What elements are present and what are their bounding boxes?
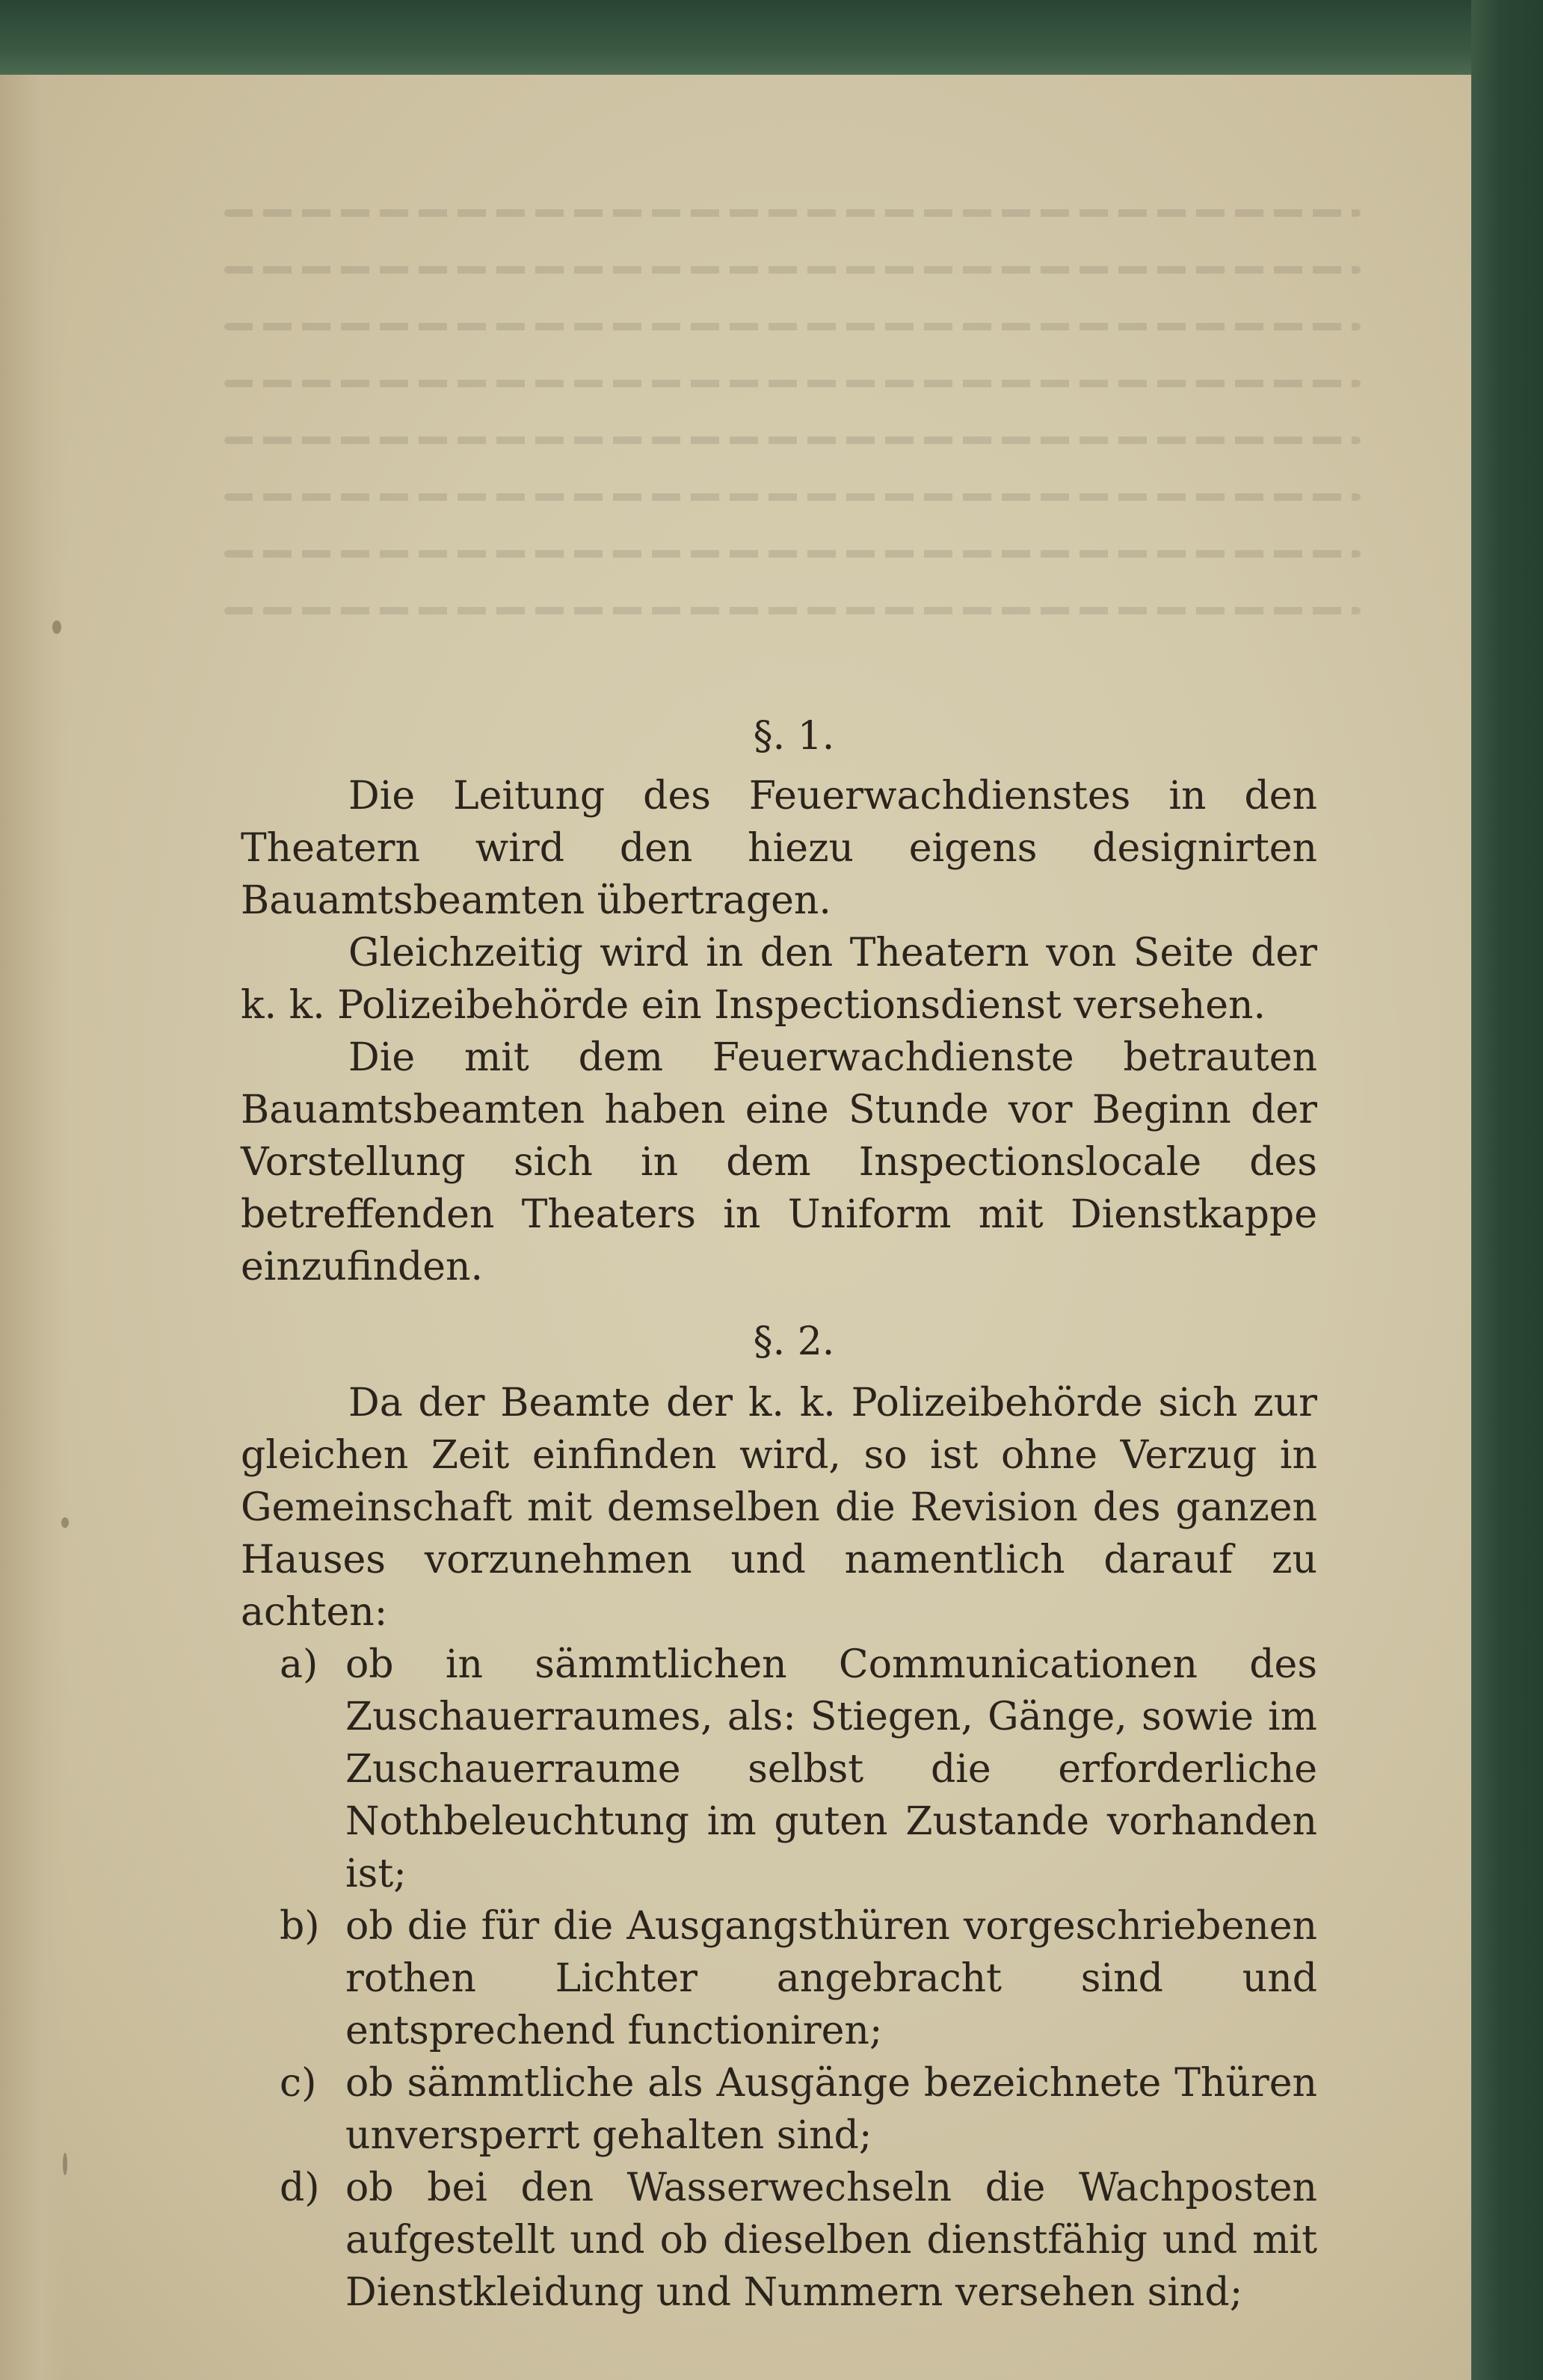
book-cover-edge (1471, 0, 1543, 2380)
bleed-through-ghost-text (224, 209, 1361, 673)
list-item (241, 1638, 1317, 1900)
list-marker: d) (280, 2165, 320, 2210)
page-blemish (52, 620, 61, 634)
page-blemish (61, 1517, 69, 1528)
section-2-intro: Da der Beamte der k. k. Polizeibehörde sich zur gleichen Zeit einfinden wird, so ist ohne Verzug in Gemeinschaft mit demselben die Revision des ganzen Hauses vorzunehmen und namentlich darauf zu achten: (241, 1381, 1317, 1635)
list-item (241, 2162, 1317, 2319)
section-2-heading: §. 2. (753, 1319, 835, 1364)
list-marker: a) (280, 1642, 318, 1687)
section-1-paragraph: Die mit dem Feuerwachdienste betrauten Bauamtsbeamten haben eine Stunde vor Beginn der Vorstellung sich in dem Inspectionslocale des betreffenden Theaters in Uniform mit Dienstkappe einzufinden. (241, 1035, 1317, 1289)
page-blemish (63, 2153, 67, 2175)
list-item-text: ob bei den Wasserwechseln die Wachposten aufgestellt und ob dieselben dienstfähig und mit Dienstkleidung und Nummern versehen sind; (345, 2165, 1317, 2315)
section-1-heading: §. 1. (753, 714, 835, 759)
section-2-body (241, 1377, 1317, 2319)
book-binding-top (0, 0, 1543, 75)
list-item-text: ob die für die Ausgangsthüren vorgeschriebenen rothen Lichter angebracht sind und entsprechend functioniren; (345, 1904, 1317, 2053)
list-marker: b) (280, 1904, 320, 1949)
list-marker: c) (280, 2061, 317, 2106)
list-item-text: ob sämmtliche als Ausgänge bezeichnete Thüren unversperrt gehalten sind; (345, 2061, 1317, 2158)
section-1-paragraph: Die Leitung des Feuerwachdienstes in den Theatern wird den hiezu eigens designirten Bauamtsbeamten übertragen. (241, 774, 1317, 923)
list-item (241, 1900, 1317, 2057)
section-1-body (241, 770, 1317, 1293)
list-item-text: ob in sämmtlichen Communicationen des Zuschauerraumes, als: Stiegen, Gänge, sowie im Zuschauerraume selbst die erforderliche Nothbeleuchtung im guten Zustande vorhanden ist; (345, 1642, 1317, 1896)
section-1-paragraph: Gleichzeitig wird in den Theatern von Seite der k. k. Polizeibehörde ein Inspectionsdienst versehen. (241, 931, 1317, 1028)
list-item (241, 2057, 1317, 2162)
page-gutter (0, 75, 67, 2380)
